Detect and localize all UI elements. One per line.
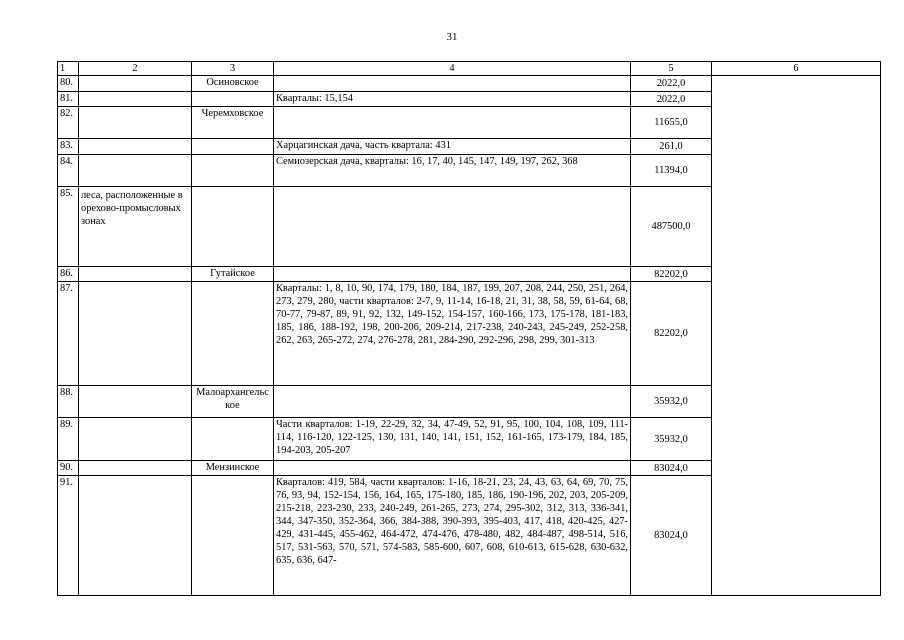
header-cell: 6 xyxy=(712,62,881,76)
table-row xyxy=(58,76,881,92)
forestry-cell xyxy=(192,155,274,187)
category-cell: леса, расположенные в орехово-промысловых зонах xyxy=(79,187,192,267)
area-cell: 83024,0 xyxy=(631,476,712,596)
area-cell: 487500,0 xyxy=(631,187,712,267)
quarters-cell: Кварталов: 419, 584, части кварталов: 1-16, 18-21, 23, 24, 43, 63, 64, 69, 70, 75, 76, 93, 94, 152-154, 156, 164, 165, 175-180, 185, 186, 190-196, 202, 203, 205-209, 215-218, 223-230, 233, 240-249, 261-265, 273, 274, 295-302, 312, 313, 336-341, 344, 347-350, 352-364, 366, 384-388, 390-393, 395-403, 417, 418, 420-425, 427-429, 431-445, 455-462, 464-472, 474-476, 478-480, 482, 484-487, 498-514, 516, 517, 531-563, 570, 571, 574-583, 585-600, 607, 608, 610-613, 615-628, 630-632, 635, 636, 647- xyxy=(274,476,631,596)
row-number: 82. xyxy=(58,107,79,139)
quarters-cell xyxy=(274,76,631,92)
table-header-row xyxy=(58,62,881,76)
row-number: 91. xyxy=(58,476,79,596)
forestry-cell xyxy=(192,476,274,596)
forestry-cell xyxy=(192,282,274,386)
area-cell: 11655,0 xyxy=(631,107,712,139)
quarters-cell xyxy=(274,267,631,282)
header-cell: 2 xyxy=(79,62,192,76)
row-number: 85. xyxy=(58,187,79,267)
quarters-cell xyxy=(274,107,631,139)
forestry-cell xyxy=(192,92,274,107)
area-cell: 261,0 xyxy=(631,139,712,155)
quarters-cell xyxy=(274,461,631,476)
area-cell: 35932,0 xyxy=(631,418,712,461)
forestry-cell: Гутайское xyxy=(192,267,274,282)
forestry-cell xyxy=(192,187,274,267)
area-cell: 11394,0 xyxy=(631,155,712,187)
forestry-cell: Черемховское xyxy=(192,107,274,139)
category-cell xyxy=(79,139,192,155)
forestry-cell: Малоархангельское xyxy=(192,386,274,418)
forestry-cell: Мензинское xyxy=(192,461,274,476)
area-cell: 35932,0 xyxy=(631,386,712,418)
category-cell xyxy=(79,386,192,418)
category-cell xyxy=(79,92,192,107)
row-number: 83. xyxy=(58,139,79,155)
row-number: 90. xyxy=(58,461,79,476)
row-number: 80. xyxy=(58,76,79,92)
area-cell: 83024,0 xyxy=(631,461,712,476)
category-cell xyxy=(79,107,192,139)
quarters-cell: Семиозерская дача, кварталы: 16, 17, 40, 145, 147, 149, 197, 262, 368 xyxy=(274,155,631,187)
category-cell xyxy=(79,155,192,187)
quarters-cell: Части кварталов: 1-19, 22-29, 32, 34, 47-49, 52, 91, 95, 100, 104, 108, 109, 111-114, 116-120, 122-125, 130, 131, 140, 141, 151, 152, 161-165, 173-179, 184, 185, 194-203, 205-207 xyxy=(274,418,631,461)
notes-cell xyxy=(712,76,881,596)
forestry-cell: Осиновское xyxy=(192,76,274,92)
row-number: 86. xyxy=(58,267,79,282)
header-cell: 3 xyxy=(192,62,274,76)
forestry-cell xyxy=(192,139,274,155)
quarters-cell: Харцагинская дача, часть квартала: 431 xyxy=(274,139,631,155)
row-number: 81. xyxy=(58,92,79,107)
category-cell xyxy=(79,76,192,92)
header-cell: 4 xyxy=(274,62,631,76)
forest-table xyxy=(57,61,881,596)
header-cell: 5 xyxy=(631,62,712,76)
area-cell: 82202,0 xyxy=(631,267,712,282)
quarters-cell xyxy=(274,386,631,418)
category-cell xyxy=(79,461,192,476)
category-cell xyxy=(79,418,192,461)
row-number: 87. xyxy=(58,282,79,386)
row-number: 84. xyxy=(58,155,79,187)
area-cell: 2022,0 xyxy=(631,76,712,92)
area-cell: 82202,0 xyxy=(631,282,712,386)
page-number: 31 xyxy=(446,31,458,43)
quarters-cell xyxy=(274,187,631,267)
quarters-cell: Кварталы: 15,154 xyxy=(274,92,631,107)
row-number: 89. xyxy=(58,418,79,461)
header-cell: 1 xyxy=(58,62,79,76)
category-cell xyxy=(79,282,192,386)
category-cell xyxy=(79,267,192,282)
row-number: 88. xyxy=(58,386,79,418)
forestry-cell xyxy=(192,418,274,461)
area-cell: 2022,0 xyxy=(631,92,712,107)
category-cell xyxy=(79,476,192,596)
quarters-cell: Кварталы: 1, 8, 10, 90, 174, 179, 180, 184, 187, 199, 207, 208, 244, 250, 251, 264, 273, 279, 280, части кварталов: 2-7, 9, 11-14, 16-18, 21, 31, 38, 58, 59, 61-64, 68, 70-77, 79-87, 89, 91, 92, 132, 149-152, 154-157, 160-166, 173, 175-178, 181-183, 185, 186, 188-192, 198, 200-206, 209-214, 217-238, 240-243, 245-249, 252-258, 262, 263, 265-272, 274, 276-278, 281, 284-290, 292-296, 298, 299, 301-313 xyxy=(274,282,631,386)
